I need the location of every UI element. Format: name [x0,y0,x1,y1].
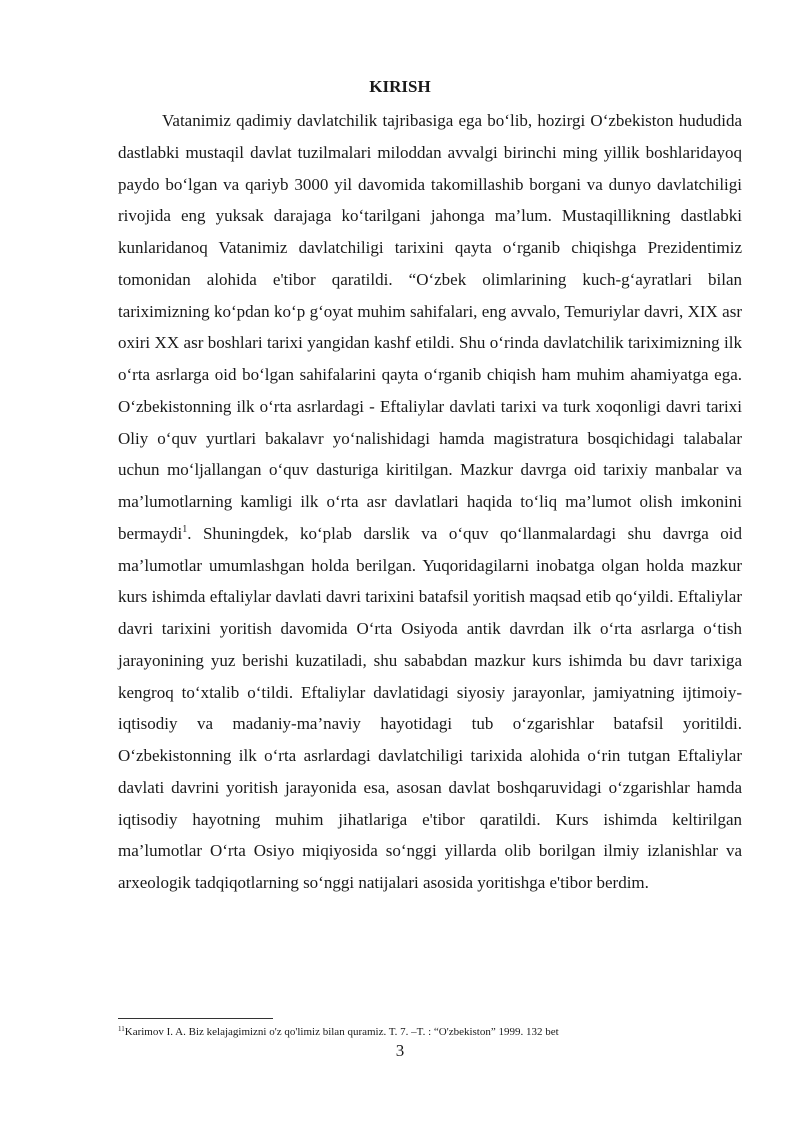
paragraph-text-part2: . Shuningdek, ko‘plab darslik va o‘quv qo‘llanmalardagi shu davrga oid ma’lumotlar umumlashgan holda berilgan. Yuqoridagilarni inobatga olgan holda mazkur kurs ishimda eftaliylar davlati davri tarixini batafsil yoritish maqsad etib qo‘yildi. Eftaliylar davri tarixini yoritish davomida O‘rta Osiyoda antik davrdan ilk o‘rta asrlarga o‘tish jarayonining yuz berishi kuzatiladi, shu sababdan mazkur kurs ishimda bu davr tarixiga kengroq to‘xtalib o‘tildi. Eftaliylar davlatidagi siyosiy jarayonlar, jamiyatning ijtimoiy-iqtisodiy va madaniy-ma’naviy hayotidagi tub o‘zgarishlar batafsil yoritildi. O‘zbekistonning ilk o‘rta asrlardagi davlatchiligi tarixida alohida o‘rin tutgan Eftaliylar davlati davrini yoritish jarayonida esa, asosan davlat boshqaruvidagi o‘zgarishlar hamda iqtisodiy hayotning muhim jihatlariga e'tibor qaratildi. Kurs ishimda keltirilgan ma’lumotlar O‘rta Osiyo miqiyosida so‘nggi yillarda olib borilgan ilmiy izlanishlar va arxeologik tadqiqotlarning so‘nggi natijalari asosida yoritishga e'tibor berdim. [118,523,742,892]
body-paragraph [118,105,742,899]
paragraph-text-part1: Vatanimiz qadimiy davlatchilik tajribasiga ega bo‘lib, hozirgi O‘zbekiston hududida dastlabki mustaqil davlat tuzilmalari miloddan avvalgi birinchi ming yillik boshlaridayoq paydo bo‘lgan va qariyb 3000 yil davomida takomillashib borgani va dunyo davlatchiligi rivojida eng yuksak darajaga ko‘tarilgani jahonga ma’lum. Mustaqillikning dastlabki kunlaridanoq Vatanimiz davlatchiligi tarixini qayta o‘rganib chiqishga Prezidentimiz tomonidan alohida e'tibor qaratildi. “O‘zbek olimlarining kuch-g‘ayratlari bilan tariximizning ko‘pdan ko‘p g‘oyat muhim sahifalari, eng avvalo, Temuriylar davri, XIX asr oxiri XX asr boshlari tarixi yangidan kashf etildi. Shu o‘rinda davlatchilik tariximizning ilk o‘rta asrlarga oid bo‘lgan sahifalarini qayta o‘rganib chiqish ham muhim ahamiyatga ega. O‘zbekistonning ilk o‘rta asrlardagi - Eftaliylar davlati tarixi va turk xoqonligi davri tarixi Oliy o‘quv yurtlari bakalavr yo‘nalishidagi hamda magistratura bosqichidagi talabalar uchun mo‘ljallangan o‘quv dasturiga kiritilgan. Mazkur davrga oid tarixiy manbalar va ma’lumotlarning kamligi ilk o‘rta asr davlatlari haqida to‘liq ma’lumot olish imkonini bermaydi [118,111,742,543]
footnote [118,1025,758,1039]
footnote-reference[interactable]: 1 [182,523,188,535]
footnote-text: Karimov I. A. Biz kelajagimizni o'z qo'limiz bilan quramiz. T. 7. –T. : “O'zbekiston” 1999. 132 bet [124,1026,559,1038]
page-title: KIRISH [369,77,431,96]
footnote-separator [118,1018,273,1019]
footnote-marker: 11 [118,1025,125,1033]
page-number: 3 [395,1041,405,1060]
